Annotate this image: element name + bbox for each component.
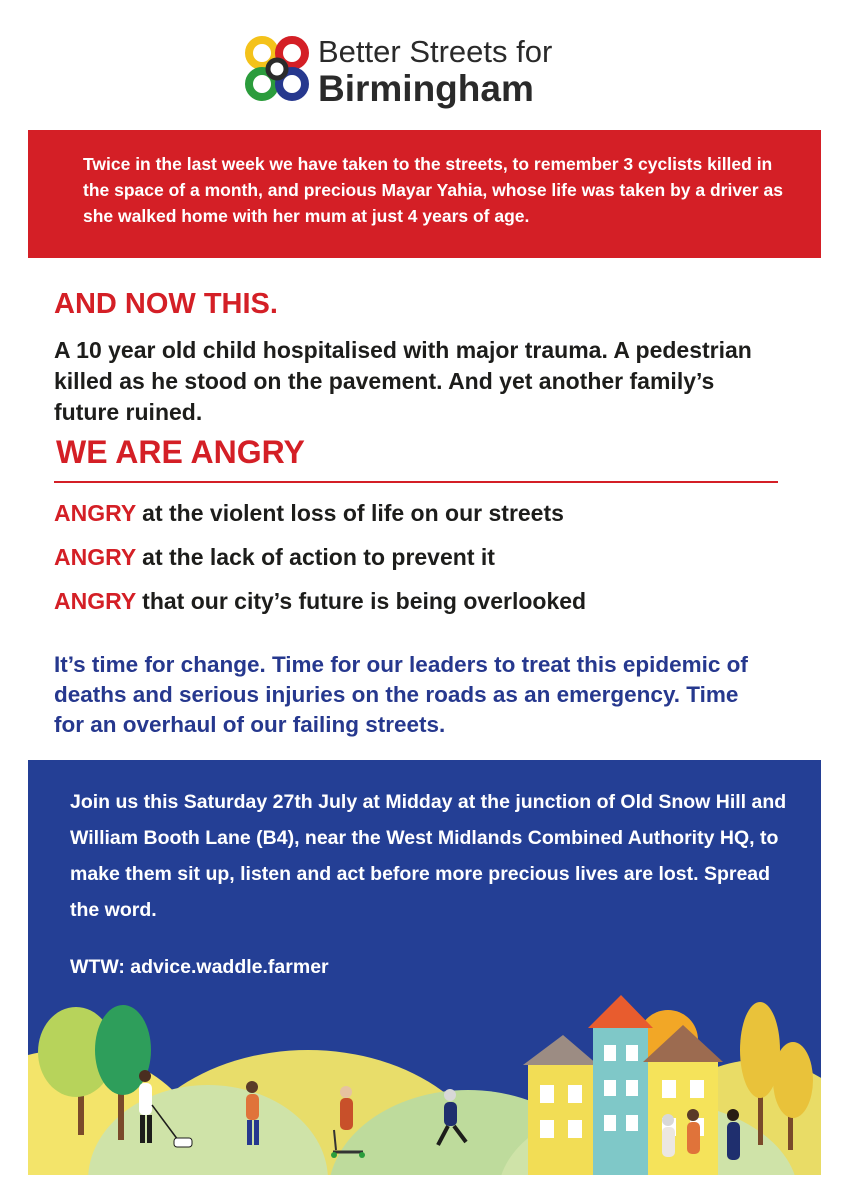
angry-keyword: ANGRY	[54, 544, 136, 570]
street-scene-illustration	[28, 980, 821, 1200]
angry-item	[54, 588, 586, 615]
house	[593, 1025, 648, 1175]
angry-item	[54, 544, 495, 571]
house	[528, 1065, 593, 1175]
heading-divider	[54, 481, 778, 483]
house-roof	[588, 995, 653, 1028]
four-colour-ring-logo-icon	[242, 34, 312, 104]
tree-crown	[773, 1042, 813, 1118]
now-heading: AND NOW THIS.	[54, 288, 278, 320]
angry-item-text: at the lack of action to prevent it	[135, 544, 495, 570]
alert-text: Twice in the last week we have taken to the streets, to remember 3 cyclists killed in the space of a month, and precious Mayar Yahia, whose life was taken by a driver as she walked home with her mum at just 4 years of age.	[83, 154, 783, 226]
logo-text-line2: Birmingham	[318, 68, 534, 109]
intro-paragraph: A 10 year old child hospitalised with major trauma. A pedestrian killed as he stood on the pavement. And yet another family’s future ruined.	[54, 337, 752, 425]
angry-keyword: ANGRY	[54, 500, 136, 526]
angry-heading: WE ARE ANGRY	[56, 434, 305, 470]
house	[648, 1060, 718, 1175]
logo-text-line1: Better Streets for	[318, 34, 553, 69]
angry-keyword: ANGRY	[54, 588, 136, 614]
what-three-words-location: WTW: advice.waddle.farmer	[70, 956, 329, 978]
alert-banner	[28, 130, 821, 258]
person-standing	[727, 1109, 740, 1160]
ground	[28, 1175, 821, 1200]
angry-item	[54, 500, 564, 527]
call-to-action-panel	[28, 760, 821, 1200]
tree-crown	[95, 1005, 151, 1095]
change-paragraph: It’s time for change. Time for our leaders to treat this epidemic of deaths and serious injuries on the roads as an emergency. Time for an overhaul of our failing streets.	[54, 652, 748, 737]
logo	[242, 34, 602, 110]
event-details: Join us this Saturday 27th July at Midday at the junction of Old Snow Hill and William Booth Lane (B4), near the West Midlands Combined Authority HQ, to make them sit up, listen and act before more precious lives are lost. Spread the word.	[70, 791, 787, 921]
angry-item-text: at the violent loss of life on our streets	[135, 500, 564, 526]
angry-item-text: that our city’s future is being overlooked	[135, 588, 587, 614]
person-standing	[662, 1114, 675, 1157]
person-standing	[687, 1109, 700, 1154]
house-roof	[523, 1035, 598, 1065]
